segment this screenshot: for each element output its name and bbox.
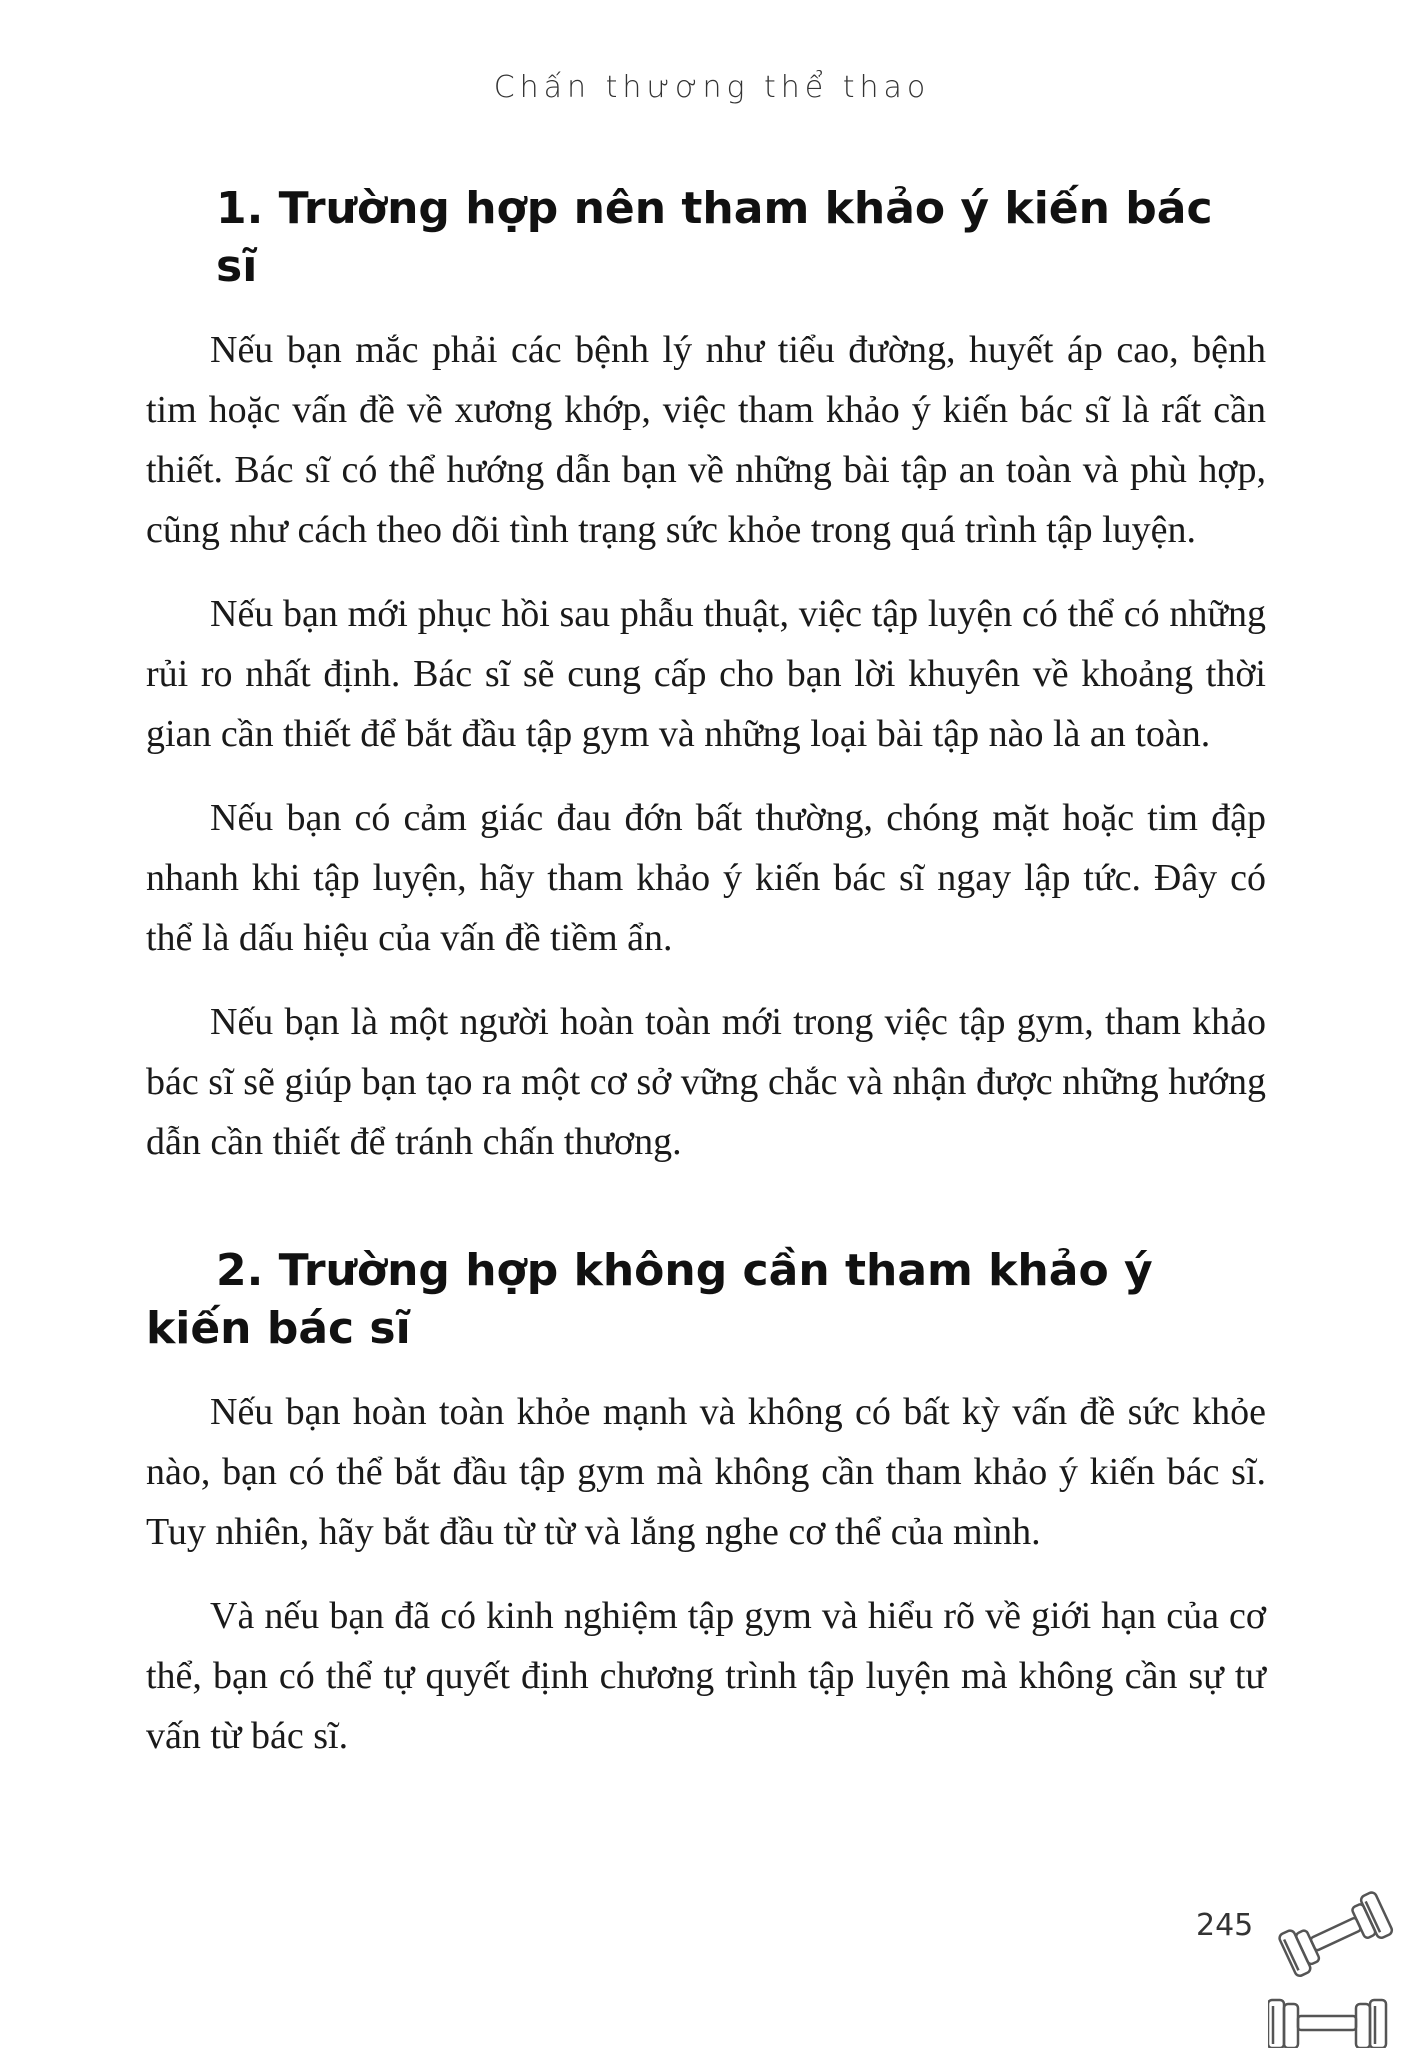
page-number: 245 xyxy=(1196,1908,1254,1943)
section-2 xyxy=(146,1242,1266,1766)
paragraph: Nếu bạn có cảm giác đau đớn bất thường, chóng mặt hoặc tim đập nhanh khi tập luyện, hãy tham khảo ý kiến bác sĩ ngay lập tức. Đây có thể là dấu hiệu của vấn đề tiềm ẩn. xyxy=(146,797,1266,959)
paragraph: Nếu bạn là một người hoàn toàn mới trong việc tập gym, tham khảo bác sĩ sẽ giúp bạn tạo ra một cơ sở vững chắc và nhận được những hướng dẫn cần thiết để tránh chấn thương. xyxy=(146,1001,1266,1163)
paragraph: Nếu bạn mắc phải các bệnh lý như tiểu đường, huyết áp cao, bệnh tim hoặc vấn đề về xương khớp, việc tham khảo ý kiến bác sĩ là rất cần thiết. Bác sĩ có thể hướng dẫn bạn về những bài tập an toàn và phù hợp, cũng như cách theo dõi tình trạng sức khỏe trong quá trình tập luyện. xyxy=(146,329,1266,551)
paragraph: Nếu bạn mới phục hồi sau phẫu thuật, việc tập luyện có thể có những rủi ro nhất định. Bác sĩ sẽ cung cấp cho bạn lời khuyên về khoảng thời gian cần thiết để bắt đầu tập gym và những loại bài tập nào là an toàn. xyxy=(146,593,1266,755)
page-body xyxy=(146,180,1266,1790)
section-heading: 1. Trường hợp nên tham khảo ý kiến bác sĩ xyxy=(216,183,1213,292)
paragraph: Nếu bạn hoàn toàn khỏe mạnh và không có bất kỳ vấn đề sức khỏe nào, bạn có thể bắt đầu tập gym mà không cần tham khảo ý kiến bác sĩ. Tuy nhiên, hãy bắt đầu từ từ và lắng nghe cơ thể của mình. xyxy=(146,1391,1266,1553)
running-head: Chấn thương thể thao xyxy=(493,70,931,105)
paragraph: Và nếu bạn đã có kinh nghiệm tập gym và hiểu rõ về giới hạn của cơ thể, bạn có thể tự quyết định chương trình tập luyện mà không cần sự tư vấn từ bác sĩ. xyxy=(146,1595,1266,1757)
section-1 xyxy=(146,180,1266,1172)
dumbbell-icon xyxy=(1268,1882,1408,2048)
section-heading: 2. Trường hợp không cần tham khảo ý kiến bác sĩ xyxy=(146,1245,1153,1354)
